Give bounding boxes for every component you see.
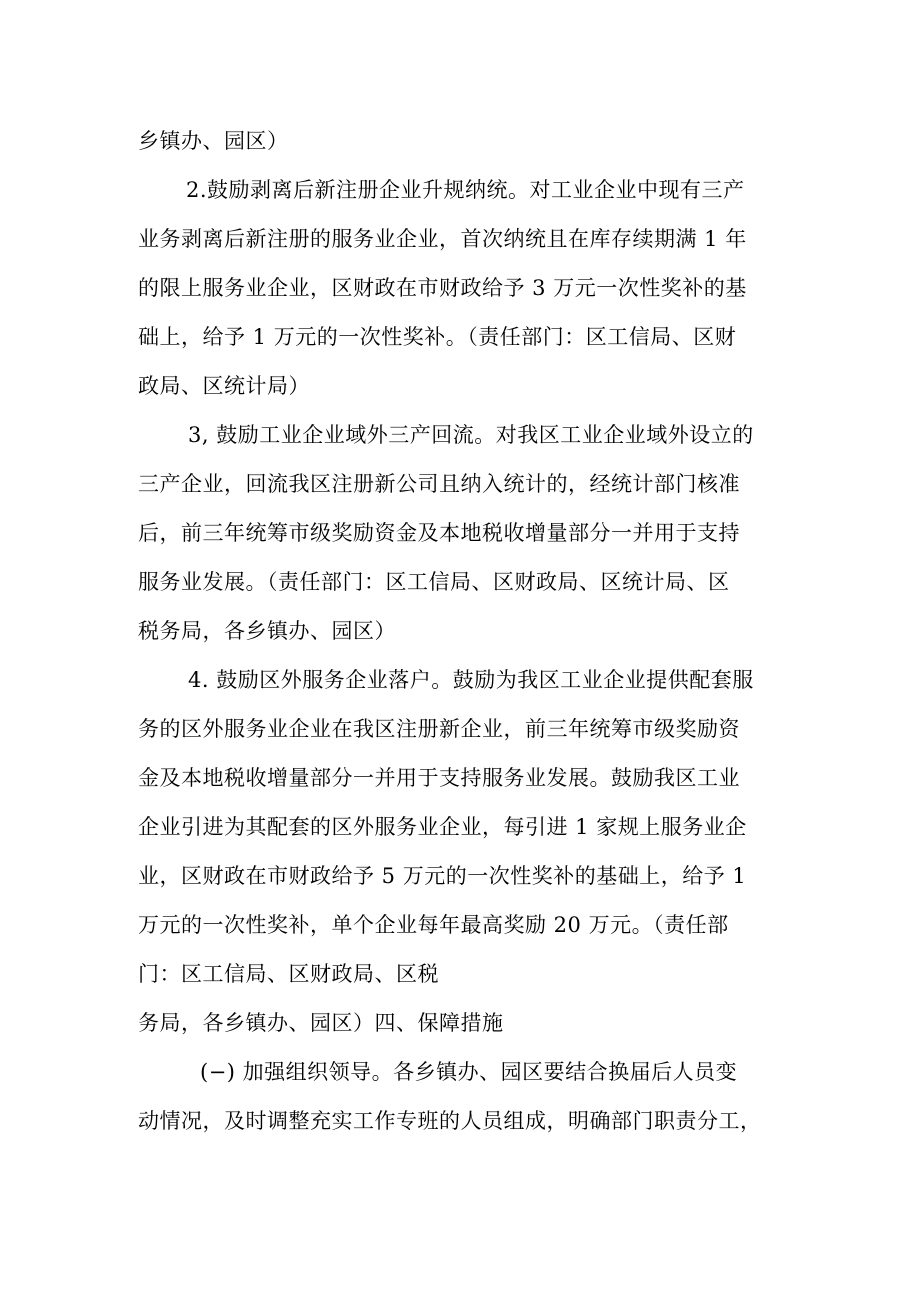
- text-line: 4. 鼓励区外服务企业落户。鼓励为我区工业企业提供配套服: [188, 668, 754, 692]
- text-line: 万元的一次性奖补，单个企业每年最高奖励 20 万元。（责任部: [138, 913, 729, 937]
- text-line: 三产企业，回流我区注册新公司且纳入统计的，经统计部门核准: [138, 472, 740, 496]
- text-line: 乡镇办、园区）: [138, 129, 289, 153]
- text-line: 础上，给予 1 万元的一次性奖补。（责任部门：区工信局、区财: [138, 325, 737, 349]
- text-line: 政局、区统计局）: [138, 374, 310, 398]
- text-line: 金及本地税收增量部分一并用于支持服务业发展。鼓励我区工业: [138, 766, 740, 790]
- text-line: 2.鼓励剥离后新注册企业升规纳统。对工业企业中现有三产: [186, 178, 745, 202]
- text-line: 务的区外服务业企业在我区注册新企业，前三年统筹市级奖励资: [138, 717, 740, 741]
- text-line: 3, 鼓励工业企业域外三产回流。对我区工业企业域外设立的: [188, 423, 754, 447]
- text-line: (−) 加强组织领导。各乡镇办、园区要结合换届后人员变: [200, 1060, 738, 1084]
- text-line: 后，前三年统筹市级奖励资金及本地税收增量部分一并用于支持: [138, 521, 740, 545]
- text-line: 动情况，及时调整充实工作专班的人员组成，明确部门职责分工，: [138, 1109, 762, 1133]
- text-line: 服务业发展。（责任部门：区工信局、区财政局、区统计局、区: [138, 570, 730, 594]
- text-line: 税务局，各乡镇办、园区）: [138, 619, 396, 643]
- text-line: 业，区财政在市财政给予 5 万元的一次性奖补的基础上，给予 1: [138, 864, 747, 888]
- text-line: 的限上服务业企业，区财政在市财政给予 3 万元一次性奖补的基: [138, 276, 747, 300]
- text-line: 业务剥离后新注册的服务业企业，首次纳统且在库存续期满 1 年: [138, 227, 747, 251]
- text-line: 门：区工信局、区财政局、区税: [138, 962, 439, 986]
- text-line: 企业引进为其配套的区外服务业企业，每引进 1 家规上服务业企: [138, 815, 747, 839]
- text-line: 务局，各乡镇办、园区）四、保障措施: [138, 1011, 504, 1035]
